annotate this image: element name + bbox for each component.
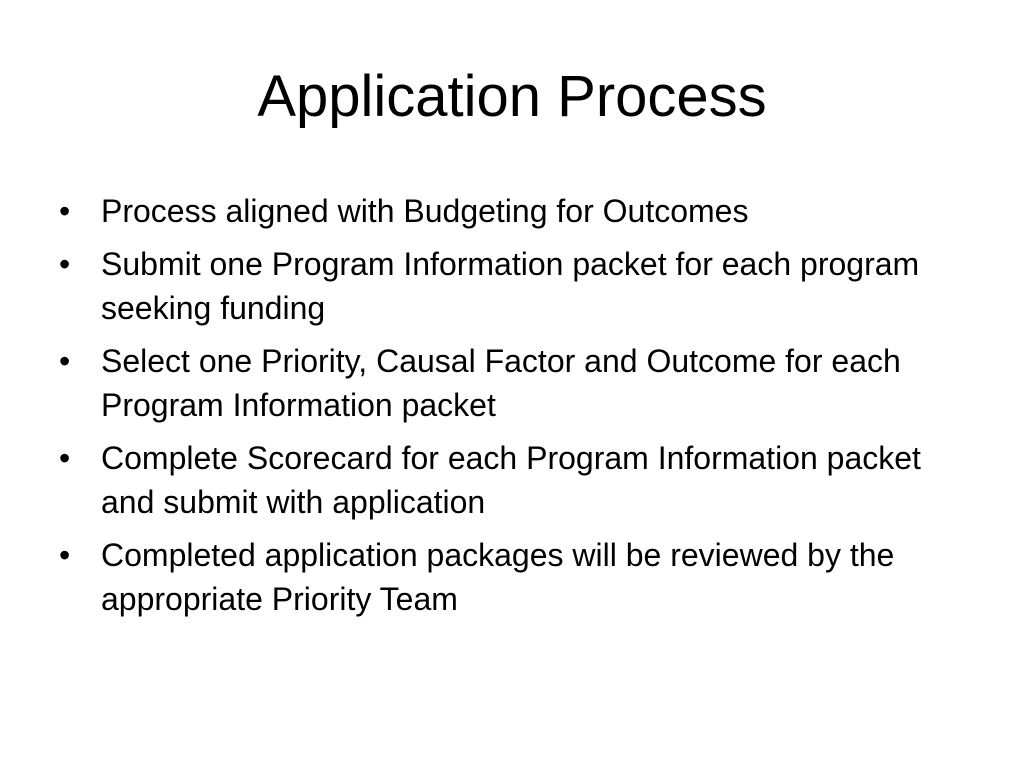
bullet-text: Complete Scorecard for each Program Information packet and submit with application — [101, 440, 921, 520]
list-item — [56, 189, 976, 233]
bullet-icon: • — [59, 193, 71, 229]
bullet-text: Process aligned with Budgeting for Outcomes — [101, 193, 749, 229]
list-item — [56, 242, 976, 330]
bullet-list — [56, 189, 976, 630]
bullet-icon: • — [59, 440, 71, 476]
bullet-text: Completed application packages will be reviewed by the appropriate Priority Team — [101, 537, 895, 617]
bullet-icon: • — [59, 343, 71, 379]
slide-title: Application Process — [257, 64, 767, 129]
bullet-text: Select one Priority, Causal Factor and Outcome for each Program Information packet — [101, 343, 901, 423]
list-item — [56, 436, 976, 524]
list-item — [56, 339, 976, 427]
bullet-icon: • — [59, 537, 71, 573]
bullet-icon: • — [59, 246, 71, 282]
list-item — [56, 533, 976, 621]
bullet-text: Submit one Program Information packet for each program seeking funding — [101, 246, 920, 326]
